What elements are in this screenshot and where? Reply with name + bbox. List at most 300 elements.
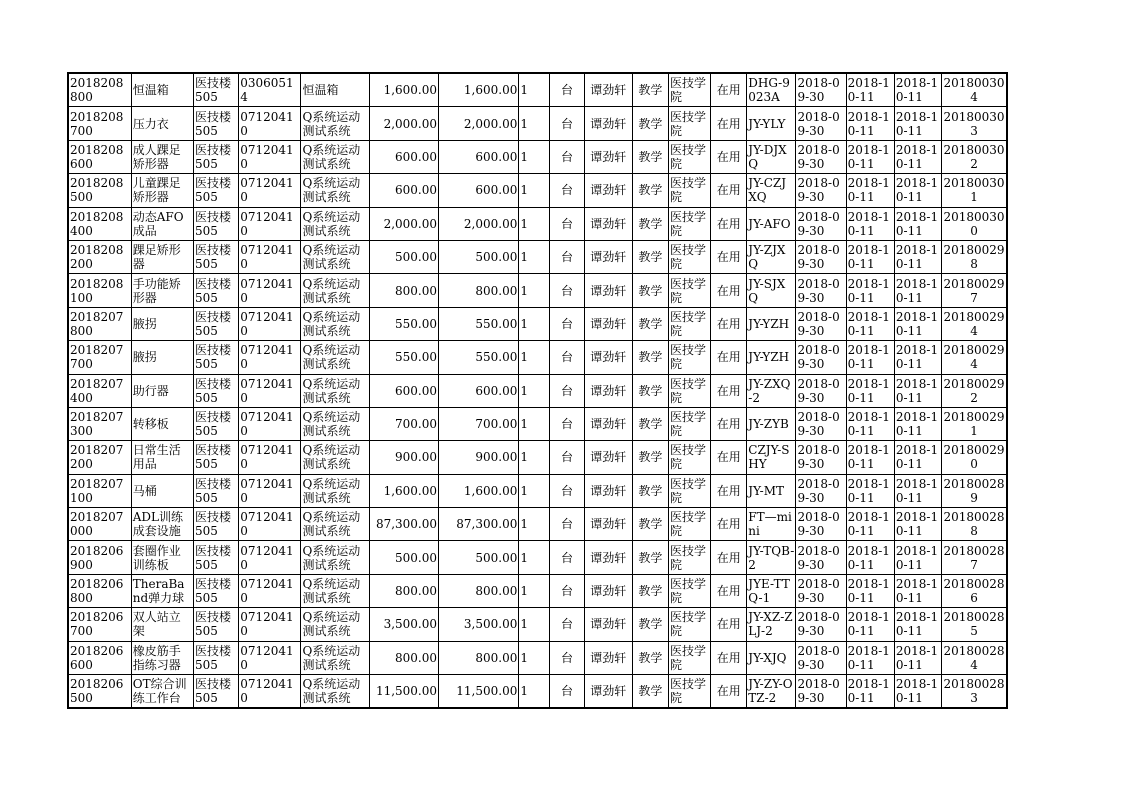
cell-department: 医技学院 [668, 274, 710, 307]
cell-location: 医技楼505 [194, 574, 239, 607]
cell-total-amount: 1,600.00 [439, 73, 519, 107]
cell-item-name: 马桶 [131, 474, 193, 507]
cell-total-amount: 550.00 [439, 307, 519, 340]
cell-model: JY-XZ-ZLJ-2 [747, 608, 796, 641]
cell-purchase-date: 2018-09-30 [796, 240, 846, 273]
cell-status: 在用 [711, 307, 747, 340]
cell-unit-price: 800.00 [369, 574, 438, 607]
cell-status: 在用 [711, 274, 747, 307]
cell-category-code: 07120410 [239, 474, 301, 507]
cell-status: 在用 [711, 574, 747, 607]
cell-item-name: 手功能矫形器 [131, 274, 193, 307]
cell-category-name: Q系统运动测试系统 [301, 307, 369, 340]
cell-total-amount: 600.00 [439, 374, 519, 407]
cell-asset-number: 201800286 [942, 574, 1007, 607]
cell-asset-number: 201800284 [942, 641, 1007, 674]
cell-item-name: 成人踝足矫形器 [131, 140, 193, 173]
cell-category-code: 07120410 [239, 274, 301, 307]
cell-category-code: 07120410 [239, 407, 301, 440]
cell-quantity: 1 [519, 574, 550, 607]
cell-unit-price: 2,000.00 [369, 107, 438, 140]
cell-record-id: 2018207000 [68, 508, 131, 541]
cell-record-date: 2018-10-11 [894, 341, 941, 374]
cell-category-name: Q系统运动测试系统 [301, 174, 369, 207]
cell-custodian: 谭劲轩 [584, 341, 632, 374]
cell-model: JY-YLY [747, 107, 796, 140]
cell-purchase-date: 2018-09-30 [796, 574, 846, 607]
cell-department: 医技学院 [668, 140, 710, 173]
cell-category-code: 07120410 [239, 508, 301, 541]
cell-item-name: 橡皮筋手指练习器 [131, 641, 193, 674]
cell-location: 医技楼505 [194, 608, 239, 641]
cell-asset-number: 201800285 [942, 608, 1007, 641]
cell-model: JY-ZJXQ [747, 240, 796, 273]
cell-location: 医技楼505 [194, 174, 239, 207]
cell-entry-date: 2018-10-11 [846, 441, 894, 474]
cell-quantity: 1 [519, 73, 550, 107]
cell-custodian: 谭劲轩 [584, 441, 632, 474]
cell-entry-date: 2018-10-11 [846, 307, 894, 340]
cell-record-id: 2018208700 [68, 107, 131, 140]
cell-asset-number: 201800303 [942, 107, 1007, 140]
table-body [68, 73, 1007, 708]
cell-record-date: 2018-10-11 [894, 207, 941, 240]
cell-total-amount: 500.00 [439, 240, 519, 273]
cell-quantity: 1 [519, 307, 550, 340]
cell-unit-price: 550.00 [369, 307, 438, 340]
cell-unit-price: 600.00 [369, 174, 438, 207]
table-row [68, 541, 1007, 574]
cell-unit: 台 [550, 207, 584, 240]
cell-location: 医技楼505 [194, 207, 239, 240]
cell-record-id: 2018208800 [68, 73, 131, 107]
cell-category-code: 07120410 [239, 374, 301, 407]
cell-purchase-date: 2018-09-30 [796, 274, 846, 307]
cell-status: 在用 [711, 474, 747, 507]
cell-department: 医技学院 [668, 341, 710, 374]
cell-category-code: 03060514 [239, 73, 301, 107]
cell-location: 医技楼505 [194, 374, 239, 407]
cell-purchase-date: 2018-09-30 [796, 508, 846, 541]
cell-quantity: 1 [519, 474, 550, 507]
cell-entry-date: 2018-10-11 [846, 474, 894, 507]
cell-model: JY-TQB-2 [747, 541, 796, 574]
cell-category-name: Q系统运动测试系统 [301, 608, 369, 641]
cell-record-date: 2018-10-11 [894, 240, 941, 273]
cell-purchase-date: 2018-09-30 [796, 107, 846, 140]
table-row [68, 140, 1007, 173]
cell-category-code: 07120410 [239, 608, 301, 641]
cell-status: 在用 [711, 240, 747, 273]
cell-record-date: 2018-10-11 [894, 407, 941, 440]
cell-record-id: 2018208100 [68, 274, 131, 307]
cell-quantity: 1 [519, 207, 550, 240]
cell-usage: 教学 [632, 274, 668, 307]
cell-quantity: 1 [519, 274, 550, 307]
cell-unit-price: 800.00 [369, 274, 438, 307]
cell-unit-price: 700.00 [369, 407, 438, 440]
cell-purchase-date: 2018-09-30 [796, 174, 846, 207]
cell-category-name: Q系统运动测试系统 [301, 441, 369, 474]
cell-total-amount: 2,000.00 [439, 107, 519, 140]
cell-category-code: 07120410 [239, 574, 301, 607]
table-row [68, 574, 1007, 607]
cell-item-name: TheraBand弹力球 [131, 574, 193, 607]
cell-asset-number: 201800287 [942, 541, 1007, 574]
cell-item-name: 双人站立架 [131, 608, 193, 641]
cell-category-name: Q系统运动测试系统 [301, 107, 369, 140]
cell-department: 医技学院 [668, 307, 710, 340]
cell-record-date: 2018-10-11 [894, 73, 941, 107]
cell-unit: 台 [550, 407, 584, 440]
cell-record-id: 2018206600 [68, 641, 131, 674]
cell-purchase-date: 2018-09-30 [796, 140, 846, 173]
cell-asset-number: 201800294 [942, 307, 1007, 340]
cell-status: 在用 [711, 407, 747, 440]
cell-custodian: 谭劲轩 [584, 140, 632, 173]
cell-item-name: 踝足矫形器 [131, 240, 193, 273]
cell-record-id: 2018208600 [68, 140, 131, 173]
cell-unit: 台 [550, 508, 584, 541]
cell-location: 医技楼505 [194, 508, 239, 541]
cell-asset-number: 201800283 [942, 675, 1007, 709]
cell-category-code: 07120410 [239, 207, 301, 240]
cell-location: 医技楼505 [194, 641, 239, 674]
cell-category-code: 07120410 [239, 140, 301, 173]
cell-department: 医技学院 [668, 207, 710, 240]
cell-location: 医技楼505 [194, 73, 239, 107]
cell-purchase-date: 2018-09-30 [796, 341, 846, 374]
cell-model: JY-YZH [747, 341, 796, 374]
cell-location: 医技楼505 [194, 407, 239, 440]
cell-asset-number: 201800301 [942, 174, 1007, 207]
cell-asset-number: 201800294 [942, 341, 1007, 374]
table-row [68, 641, 1007, 674]
cell-category-name: Q系统运动测试系统 [301, 508, 369, 541]
cell-asset-number: 201800288 [942, 508, 1007, 541]
cell-entry-date: 2018-10-11 [846, 641, 894, 674]
cell-purchase-date: 2018-09-30 [796, 608, 846, 641]
cell-model: JY-ZXQ-2 [747, 374, 796, 407]
cell-location: 医技楼505 [194, 675, 239, 709]
cell-unit-price: 2,000.00 [369, 207, 438, 240]
cell-asset-number: 201800297 [942, 274, 1007, 307]
cell-category-code: 07120410 [239, 341, 301, 374]
cell-department: 医技学院 [668, 474, 710, 507]
cell-category-code: 07120410 [239, 107, 301, 140]
cell-item-name: 恒温箱 [131, 73, 193, 107]
cell-quantity: 1 [519, 240, 550, 273]
cell-total-amount: 550.00 [439, 341, 519, 374]
cell-entry-date: 2018-10-11 [846, 207, 894, 240]
cell-category-name: Q系统运动测试系统 [301, 207, 369, 240]
cell-total-amount: 600.00 [439, 140, 519, 173]
cell-location: 医技楼505 [194, 274, 239, 307]
cell-unit-price: 11,500.00 [369, 675, 438, 709]
cell-total-amount: 700.00 [439, 407, 519, 440]
cell-model: JY-SJXQ [747, 274, 796, 307]
cell-unit: 台 [550, 441, 584, 474]
cell-entry-date: 2018-10-11 [846, 407, 894, 440]
cell-record-id: 2018207300 [68, 407, 131, 440]
cell-category-name: Q系统运动测试系统 [301, 341, 369, 374]
cell-unit: 台 [550, 641, 584, 674]
cell-usage: 教学 [632, 174, 668, 207]
cell-usage: 教学 [632, 541, 668, 574]
cell-category-code: 07120410 [239, 307, 301, 340]
table-row [68, 341, 1007, 374]
cell-record-date: 2018-10-11 [894, 541, 941, 574]
cell-record-date: 2018-10-11 [894, 641, 941, 674]
cell-category-code: 07120410 [239, 641, 301, 674]
cell-location: 医技楼505 [194, 441, 239, 474]
cell-status: 在用 [711, 441, 747, 474]
cell-unit-price: 900.00 [369, 441, 438, 474]
cell-record-id: 2018208400 [68, 207, 131, 240]
cell-usage: 教学 [632, 374, 668, 407]
cell-purchase-date: 2018-09-30 [796, 541, 846, 574]
cell-unit-price: 1,600.00 [369, 73, 438, 107]
cell-asset-number: 201800298 [942, 240, 1007, 273]
cell-model: DHG-9023A [747, 73, 796, 107]
cell-category-name: Q系统运动测试系统 [301, 240, 369, 273]
cell-model: JY-YZH [747, 307, 796, 340]
cell-location: 医技楼505 [194, 240, 239, 273]
cell-record-date: 2018-10-11 [894, 174, 941, 207]
cell-record-id: 2018206900 [68, 541, 131, 574]
cell-item-name: 套圈作业训练板 [131, 541, 193, 574]
cell-entry-date: 2018-10-11 [846, 608, 894, 641]
cell-location: 医技楼505 [194, 541, 239, 574]
cell-usage: 教学 [632, 341, 668, 374]
cell-status: 在用 [711, 641, 747, 674]
cell-record-id: 2018206500 [68, 675, 131, 709]
cell-location: 医技楼505 [194, 474, 239, 507]
cell-custodian: 谭劲轩 [584, 574, 632, 607]
cell-custodian: 谭劲轩 [584, 274, 632, 307]
cell-entry-date: 2018-10-11 [846, 574, 894, 607]
cell-total-amount: 800.00 [439, 274, 519, 307]
cell-quantity: 1 [519, 140, 550, 173]
cell-unit-price: 500.00 [369, 240, 438, 273]
cell-unit: 台 [550, 240, 584, 273]
cell-model: JYE-TTQ-1 [747, 574, 796, 607]
cell-category-name: Q系统运动测试系统 [301, 474, 369, 507]
table-row [68, 307, 1007, 340]
cell-purchase-date: 2018-09-30 [796, 407, 846, 440]
cell-purchase-date: 2018-09-30 [796, 474, 846, 507]
cell-custodian: 谭劲轩 [584, 240, 632, 273]
cell-model: JY-ZY-OTZ-2 [747, 675, 796, 709]
cell-entry-date: 2018-10-11 [846, 140, 894, 173]
cell-unit: 台 [550, 541, 584, 574]
cell-location: 医技楼505 [194, 107, 239, 140]
cell-entry-date: 2018-10-11 [846, 107, 894, 140]
cell-asset-number: 201800289 [942, 474, 1007, 507]
cell-department: 医技学院 [668, 641, 710, 674]
cell-department: 医技学院 [668, 240, 710, 273]
table-row [68, 240, 1007, 273]
cell-status: 在用 [711, 675, 747, 709]
table-row [68, 107, 1007, 140]
cell-model: JY-MT [747, 474, 796, 507]
cell-department: 医技学院 [668, 107, 710, 140]
cell-purchase-date: 2018-09-30 [796, 207, 846, 240]
cell-total-amount: 1,600.00 [439, 474, 519, 507]
cell-record-date: 2018-10-11 [894, 474, 941, 507]
cell-unit-price: 600.00 [369, 140, 438, 173]
cell-quantity: 1 [519, 441, 550, 474]
cell-quantity: 1 [519, 508, 550, 541]
cell-usage: 教学 [632, 307, 668, 340]
cell-unit: 台 [550, 608, 584, 641]
cell-model: JY-AFO [747, 207, 796, 240]
cell-purchase-date: 2018-09-30 [796, 73, 846, 107]
cell-custodian: 谭劲轩 [584, 374, 632, 407]
cell-entry-date: 2018-10-11 [846, 73, 894, 107]
cell-record-date: 2018-10-11 [894, 675, 941, 709]
table-row [68, 608, 1007, 641]
cell-department: 医技学院 [668, 73, 710, 107]
cell-usage: 教学 [632, 107, 668, 140]
cell-usage: 教学 [632, 207, 668, 240]
cell-custodian: 谭劲轩 [584, 174, 632, 207]
cell-model: JY-CZJXQ [747, 174, 796, 207]
cell-model: CZJY-SHY [747, 441, 796, 474]
cell-status: 在用 [711, 341, 747, 374]
cell-item-name: 腋拐 [131, 307, 193, 340]
cell-entry-date: 2018-10-11 [846, 541, 894, 574]
cell-category-name: 恒温箱 [301, 73, 369, 107]
cell-category-name: Q系统运动测试系统 [301, 374, 369, 407]
cell-usage: 教学 [632, 240, 668, 273]
cell-record-id: 2018208200 [68, 240, 131, 273]
cell-total-amount: 900.00 [439, 441, 519, 474]
cell-quantity: 1 [519, 107, 550, 140]
cell-quantity: 1 [519, 608, 550, 641]
cell-unit-price: 550.00 [369, 341, 438, 374]
table-row [68, 207, 1007, 240]
cell-department: 医技学院 [668, 508, 710, 541]
cell-item-name: 助行器 [131, 374, 193, 407]
cell-record-date: 2018-10-11 [894, 574, 941, 607]
cell-department: 医技学院 [668, 675, 710, 709]
cell-status: 在用 [711, 541, 747, 574]
cell-custodian: 谭劲轩 [584, 641, 632, 674]
cell-status: 在用 [711, 107, 747, 140]
cell-model: FT—mini [747, 508, 796, 541]
cell-item-name: 腋拐 [131, 341, 193, 374]
cell-custodian: 谭劲轩 [584, 307, 632, 340]
cell-custodian: 谭劲轩 [584, 608, 632, 641]
cell-category-code: 07120410 [239, 174, 301, 207]
cell-status: 在用 [711, 140, 747, 173]
cell-department: 医技学院 [668, 441, 710, 474]
cell-entry-date: 2018-10-11 [846, 240, 894, 273]
cell-record-id: 2018207200 [68, 441, 131, 474]
cell-usage: 教学 [632, 474, 668, 507]
cell-usage: 教学 [632, 407, 668, 440]
cell-category-name: Q系统运动测试系统 [301, 574, 369, 607]
cell-total-amount: 500.00 [439, 541, 519, 574]
cell-purchase-date: 2018-09-30 [796, 374, 846, 407]
cell-usage: 教学 [632, 675, 668, 709]
cell-department: 医技学院 [668, 407, 710, 440]
cell-custodian: 谭劲轩 [584, 508, 632, 541]
cell-model: JY-XJQ [747, 641, 796, 674]
cell-category-code: 07120410 [239, 240, 301, 273]
cell-department: 医技学院 [668, 608, 710, 641]
cell-total-amount: 11,500.00 [439, 675, 519, 709]
cell-unit: 台 [550, 374, 584, 407]
cell-custodian: 谭劲轩 [584, 107, 632, 140]
cell-model: JY-DJXQ [747, 140, 796, 173]
cell-usage: 教学 [632, 608, 668, 641]
table-row [68, 73, 1007, 107]
table-row [68, 174, 1007, 207]
cell-item-name: 儿童踝足矫形器 [131, 174, 193, 207]
cell-entry-date: 2018-10-11 [846, 174, 894, 207]
cell-usage: 教学 [632, 574, 668, 607]
cell-quantity: 1 [519, 374, 550, 407]
cell-total-amount: 87,300.00 [439, 508, 519, 541]
cell-asset-number: 201800302 [942, 140, 1007, 173]
cell-department: 医技学院 [668, 374, 710, 407]
cell-item-name: 日常生活用品 [131, 441, 193, 474]
cell-quantity: 1 [519, 341, 550, 374]
cell-asset-number: 201800290 [942, 441, 1007, 474]
cell-item-name: 压力衣 [131, 107, 193, 140]
cell-record-date: 2018-10-11 [894, 441, 941, 474]
cell-asset-number: 201800304 [942, 73, 1007, 107]
cell-category-code: 07120410 [239, 675, 301, 709]
cell-record-date: 2018-10-11 [894, 140, 941, 173]
cell-custodian: 谭劲轩 [584, 207, 632, 240]
cell-model: JY-ZYB [747, 407, 796, 440]
cell-unit-price: 3,500.00 [369, 608, 438, 641]
cell-entry-date: 2018-10-11 [846, 508, 894, 541]
cell-unit: 台 [550, 675, 584, 709]
cell-location: 医技楼505 [194, 341, 239, 374]
cell-unit: 台 [550, 107, 584, 140]
cell-asset-number: 201800300 [942, 207, 1007, 240]
cell-record-id: 2018206700 [68, 608, 131, 641]
table-row [68, 374, 1007, 407]
table-row [68, 675, 1007, 709]
cell-entry-date: 2018-10-11 [846, 374, 894, 407]
cell-unit: 台 [550, 140, 584, 173]
cell-entry-date: 2018-10-11 [846, 274, 894, 307]
cell-status: 在用 [711, 374, 747, 407]
cell-unit-price: 87,300.00 [369, 508, 438, 541]
table-row [68, 508, 1007, 541]
cell-custodian: 谭劲轩 [584, 407, 632, 440]
cell-total-amount: 3,500.00 [439, 608, 519, 641]
cell-category-name: Q系统运动测试系统 [301, 641, 369, 674]
cell-item-name: OT综合训练工作台 [131, 675, 193, 709]
cell-record-id: 2018207700 [68, 341, 131, 374]
cell-usage: 教学 [632, 441, 668, 474]
table-row [68, 274, 1007, 307]
cell-quantity: 1 [519, 641, 550, 674]
cell-unit-price: 800.00 [369, 641, 438, 674]
cell-unit: 台 [550, 174, 584, 207]
cell-record-id: 2018207400 [68, 374, 131, 407]
cell-total-amount: 800.00 [439, 641, 519, 674]
cell-record-date: 2018-10-11 [894, 374, 941, 407]
cell-total-amount: 800.00 [439, 574, 519, 607]
cell-total-amount: 2,000.00 [439, 207, 519, 240]
